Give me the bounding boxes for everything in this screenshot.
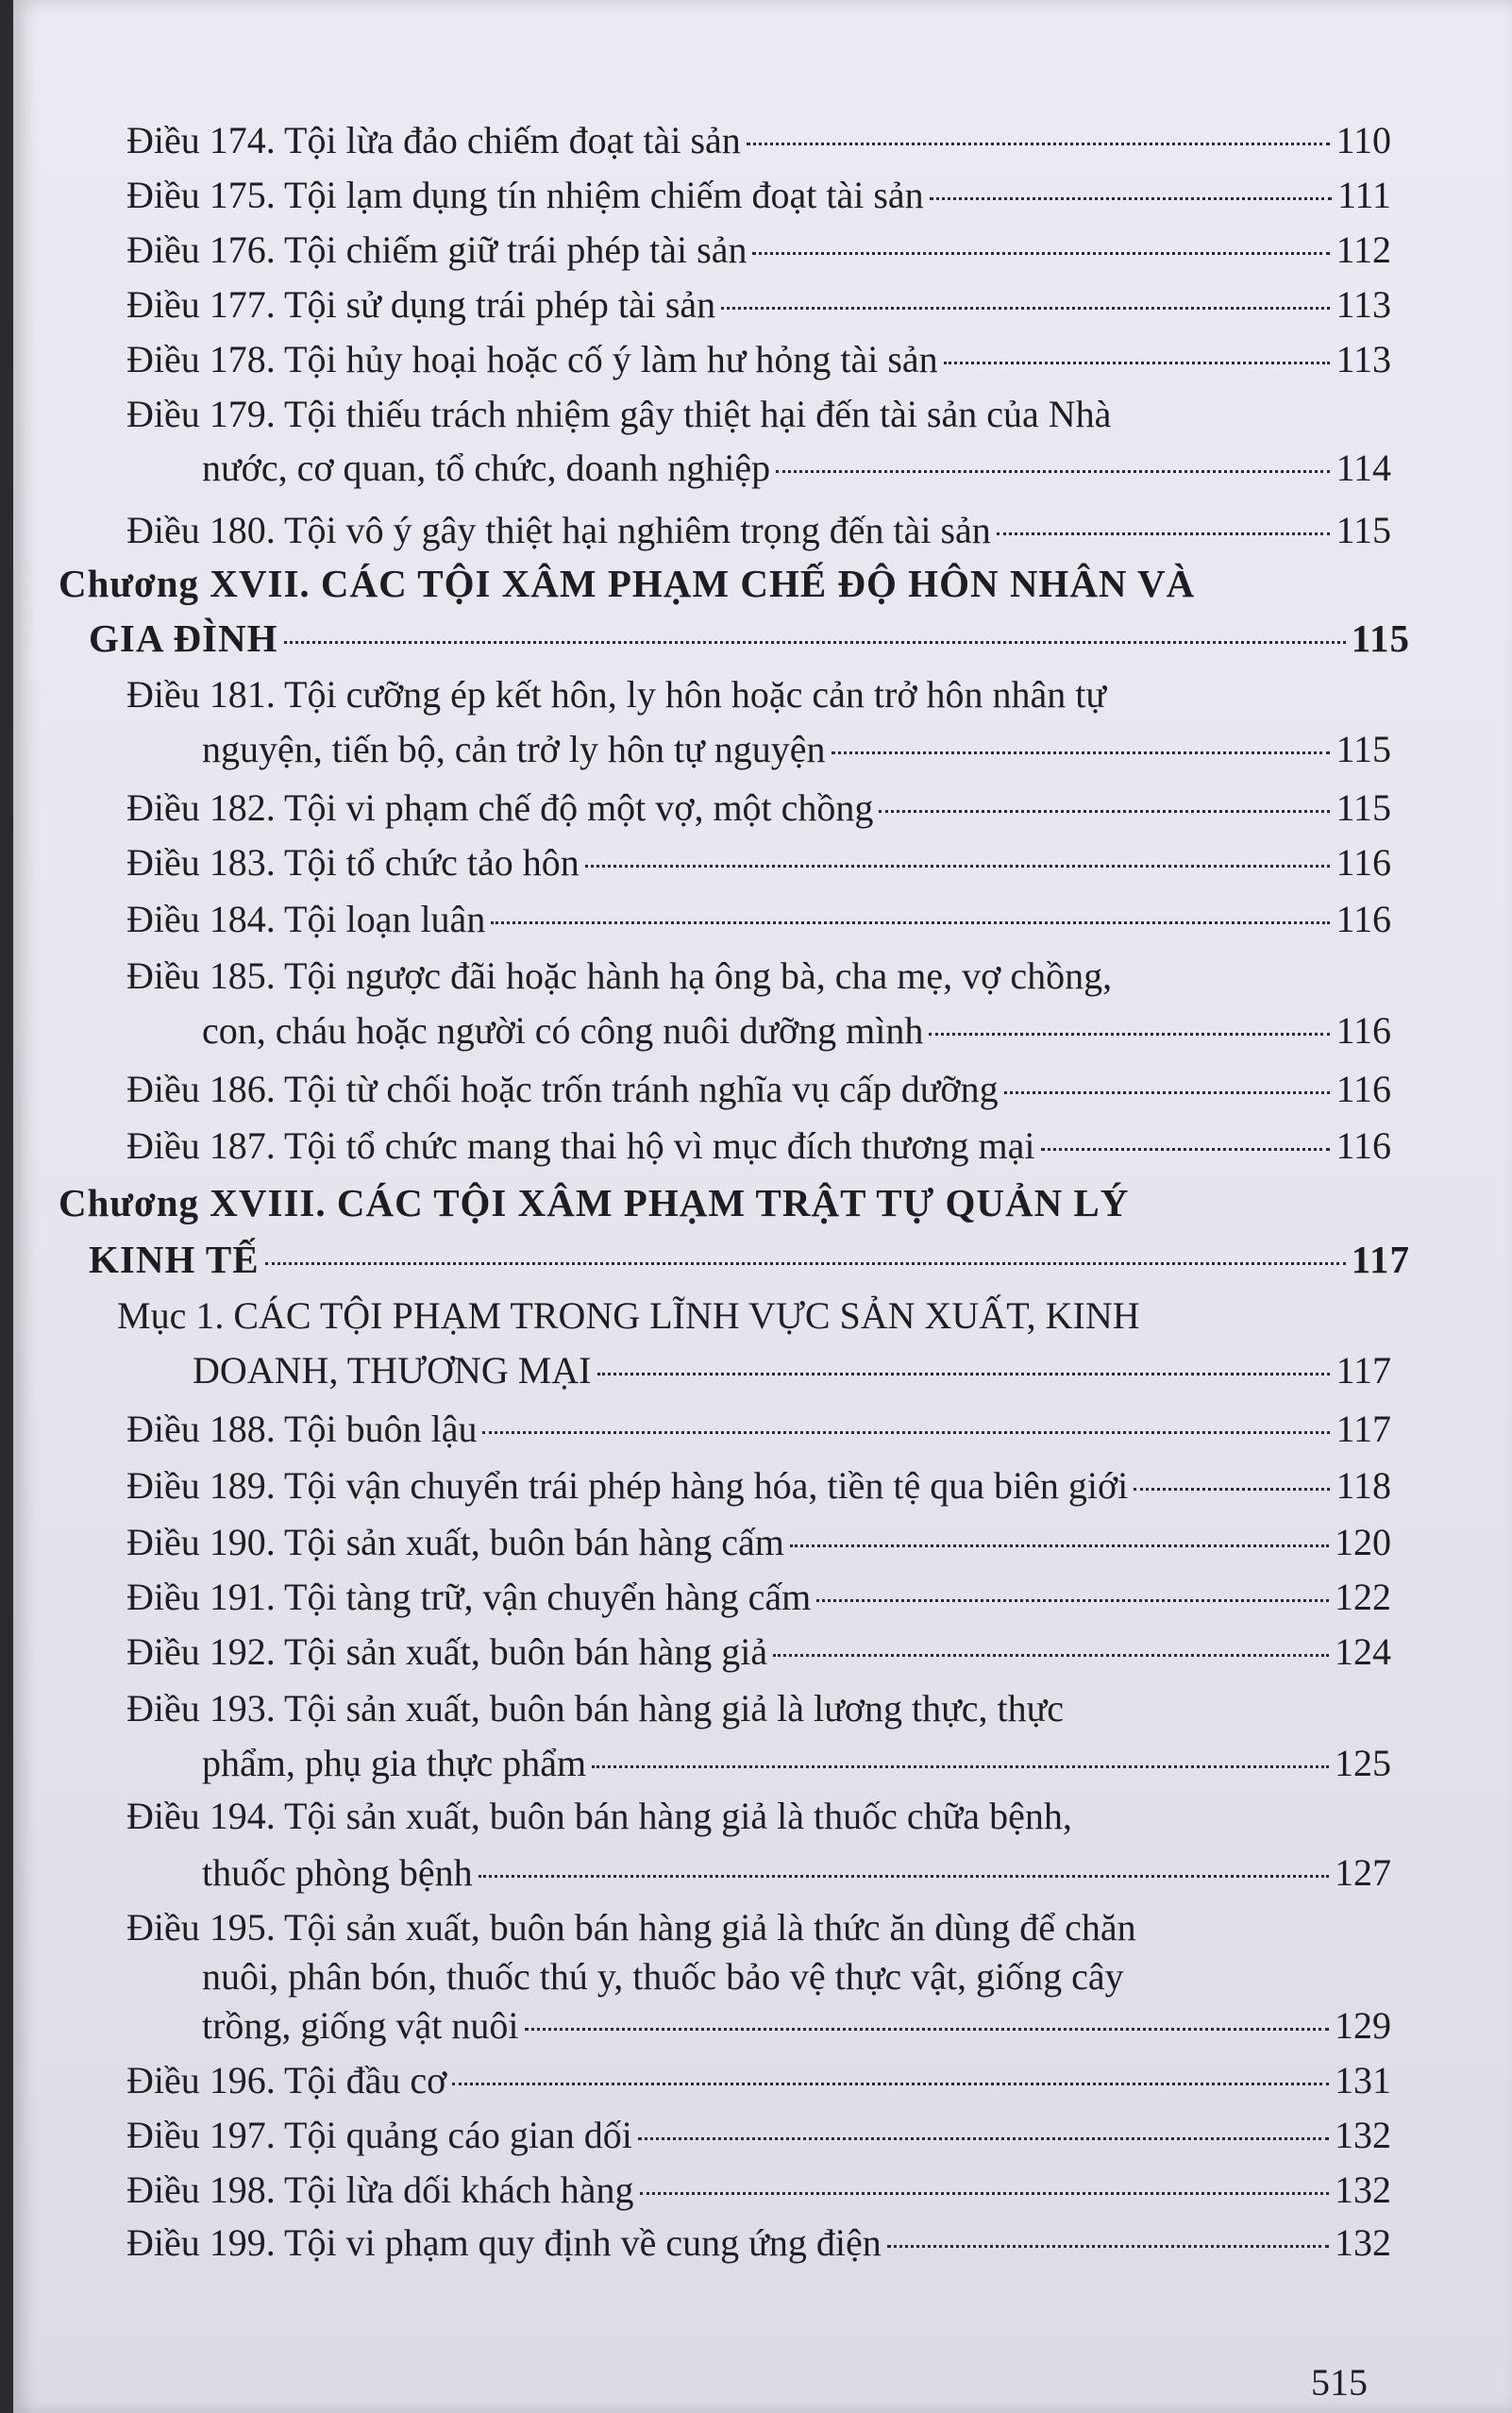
toc-entry-title: Điều 181. Tội cưỡng ép kết hôn, ly hôn hoặc cản trở hôn nhân tự xyxy=(126,673,1107,716)
toc-cont-line xyxy=(202,2003,1391,2049)
toc-entry-title: Chương XVIII. CÁC TỘI XÂM PHẠM TRẬT TỰ QUẢN LÝ xyxy=(59,1181,1130,1224)
toc-entry-title: trồng, giống vật nuôi xyxy=(202,2004,519,2047)
toc-entry-line xyxy=(126,2113,1391,2158)
dot-leader xyxy=(482,1431,1330,1434)
toc-entry-title: Điều 193. Tội sản xuất, buôn bán hàng giả là lương thực, thực xyxy=(126,1687,1065,1730)
toc-entry-title: nguyện, tiến bộ, cản trở ly hôn tự nguyện xyxy=(202,728,826,770)
toc-entry-title: Mục 1. CÁC TỘI PHẠM TRONG LĨNH VỰC SẢN XUẤT, KINH xyxy=(117,1294,1140,1337)
toc-page-ref: 113 xyxy=(1336,338,1391,380)
toc-entry-title: Chương XVII. CÁC TỘI XÂM PHẠM CHẾ ĐỘ HÔN NHÂN VÀ xyxy=(59,562,1196,605)
toc-entry-line xyxy=(126,282,1391,328)
toc-page-ref: 122 xyxy=(1335,1576,1391,1618)
dot-leader xyxy=(816,1599,1329,1602)
dot-leader xyxy=(452,2083,1329,2085)
toc-entry-title: Điều 179. Tội thiếu trách nhiệm gây thiệt hại đến tài sản của Nhà xyxy=(126,393,1112,435)
toc-page-ref: 116 xyxy=(1336,1068,1391,1110)
toc-entry-line xyxy=(126,1794,1391,1839)
toc-page-ref: 127 xyxy=(1335,1851,1391,1894)
toc-entry-line xyxy=(126,1905,1391,1950)
toc-entry-title: Điều 184. Tội loạn luân xyxy=(126,898,486,940)
toc-entry-line xyxy=(126,897,1391,942)
toc-entry-line xyxy=(126,1123,1391,1169)
toc-page-ref: 115 xyxy=(1336,728,1391,770)
toc-page-ref: 124 xyxy=(1335,1630,1391,1673)
toc-entry-title: Điều 180. Tội vô ý gây thiệt hại nghiêm trọng đến tài sản xyxy=(126,509,991,551)
toc-page-ref: 132 xyxy=(1335,2168,1391,2211)
toc-entry-title: Điều 196. Tội đầu cơ xyxy=(126,2059,447,2101)
toc-section-cont-line xyxy=(193,1348,1391,1393)
dot-leader xyxy=(1041,1148,1331,1151)
dot-leader xyxy=(265,1262,1346,1265)
toc-entry-title: DOANH, THƯƠNG MẠI xyxy=(193,1349,592,1392)
dot-leader xyxy=(1134,1488,1330,1491)
toc-entry-line xyxy=(126,508,1391,553)
toc-page-ref: 113 xyxy=(1336,283,1391,326)
toc-page-ref: 132 xyxy=(1335,2114,1391,2156)
toc-entry-title: Điều 190. Tội sản xuất, buôn bán hàng cấm xyxy=(126,1521,784,1563)
toc-chapter-cont-line xyxy=(89,616,1410,661)
toc-entry-line xyxy=(126,953,1391,999)
toc-page-ref: 131 xyxy=(1335,2059,1391,2101)
toc-page-ref: 129 xyxy=(1335,2004,1391,2047)
dot-leader xyxy=(592,1765,1329,1768)
dot-leader xyxy=(479,1875,1329,1878)
toc-cont-line xyxy=(202,1850,1391,1896)
dot-leader xyxy=(832,751,1331,754)
toc-page-ref: 125 xyxy=(1335,1742,1391,1784)
toc-page-ref: 116 xyxy=(1336,841,1391,884)
toc-page-ref: 117 xyxy=(1336,1349,1391,1392)
dot-leader xyxy=(585,865,1331,868)
toc-entry-title: Điều 185. Tội ngược đãi hoặc hành hạ ông bà, cha mẹ, vợ chồng, xyxy=(126,954,1113,997)
toc-page-ref: 116 xyxy=(1336,1009,1391,1052)
toc-entry-line xyxy=(126,840,1391,886)
toc-entry-title: Điều 198. Tội lừa dối khách hàng xyxy=(126,2168,634,2211)
toc-entry-line xyxy=(126,785,1391,831)
toc-entry-line xyxy=(126,392,1391,437)
toc-page-ref: 120 xyxy=(1335,1521,1391,1563)
toc-entry-title: Điều 191. Tội tàng trữ, vận chuyển hàng cấm xyxy=(126,1576,812,1618)
dot-leader xyxy=(929,1033,1330,1036)
toc-page-ref: 116 xyxy=(1336,1124,1391,1167)
toc-page-ref: 112 xyxy=(1336,228,1391,271)
toc-entry-line xyxy=(126,1686,1391,1731)
toc-chapter-line xyxy=(59,561,1410,606)
toc-entry-title: nuôi, phân bón, thuốc thú y, thuốc bảo vệ thực vật, giống cây xyxy=(202,1955,1124,1998)
toc-page-ref: 115 xyxy=(1336,509,1391,551)
dot-leader xyxy=(638,2137,1329,2140)
toc-entry-title: Điều 176. Tội chiếm giữ trái phép tài sản xyxy=(126,228,748,271)
dot-leader xyxy=(597,1373,1331,1375)
dot-leader xyxy=(721,307,1330,310)
toc-entry-title: nước, cơ quan, tổ chức, doanh nghiệp xyxy=(202,447,771,489)
toc-entry-line xyxy=(126,1463,1391,1509)
dot-leader xyxy=(1004,1091,1331,1094)
toc-entry-title: Điều 199. Tội vi phạm quy định về cung ứng điện xyxy=(126,2221,882,2264)
toc-page-ref: 114 xyxy=(1336,447,1391,489)
dot-leader xyxy=(879,810,1330,813)
toc-cont-line xyxy=(202,1008,1391,1054)
toc-entry-line xyxy=(126,118,1391,163)
toc-page-ref: 118 xyxy=(1336,1464,1391,1507)
toc-entry-title: Điều 192. Tội sản xuất, buôn bán hàng giả xyxy=(126,1630,768,1673)
toc-entry-title: Điều 175. Tội lạm dụng tín nhiệm chiếm đoạt tài sản xyxy=(126,174,924,216)
toc-entry-title: Điều 183. Tội tổ chức tảo hôn xyxy=(126,841,580,884)
toc-entry-title: Điều 188. Tội buôn lậu xyxy=(126,1408,478,1450)
book-page xyxy=(13,0,1512,2413)
toc-entry-title: Điều 189. Tội vận chuyển trái phép hàng hóa, tiền tệ qua biên giới xyxy=(126,1464,1129,1507)
toc-entry-title: Điều 178. Tội hủy hoại hoặc cố ý làm hư hỏng tài sản xyxy=(126,338,938,380)
dot-leader xyxy=(284,641,1346,644)
toc-entry-title: Điều 182. Tội vi phạm chế độ một vợ, một chồng xyxy=(126,786,874,829)
toc-entry-line xyxy=(126,173,1391,218)
toc-cont-line xyxy=(202,446,1391,491)
toc-entry-line xyxy=(126,1520,1391,1565)
toc-page-ref: 115 xyxy=(1336,786,1391,829)
toc-entry-title: phẩm, phụ gia thực phẩm xyxy=(202,1742,587,1784)
toc-cont-line xyxy=(202,727,1391,772)
toc-cont-line xyxy=(202,1954,1391,2000)
dot-leader xyxy=(887,2245,1329,2248)
toc-page-ref: 117 xyxy=(1336,1408,1391,1450)
dot-leader xyxy=(776,470,1330,473)
toc-entry-line xyxy=(126,1629,1391,1675)
toc-entry-title: GIA ĐÌNH xyxy=(89,616,278,660)
dot-leader xyxy=(790,1544,1329,1547)
toc-entry-line xyxy=(126,2168,1391,2213)
toc-entry-title: Điều 177. Tội sử dụng trái phép tài sản xyxy=(126,283,716,326)
toc-entry-line xyxy=(126,228,1391,273)
toc-entry-title: KINH TẾ xyxy=(89,1238,260,1281)
toc-entry-line xyxy=(126,2058,1391,2103)
toc-entry-title: con, cháu hoặc người có công nuôi dưỡng mình xyxy=(202,1009,924,1052)
toc-page-ref: 117 xyxy=(1351,1238,1410,1281)
toc-entry-title: Điều 174. Tội lừa đảo chiếm đoạt tài sản xyxy=(126,119,741,161)
toc-page-ref: 115 xyxy=(1351,616,1410,660)
toc-cont-line xyxy=(202,1741,1391,1786)
page-number: 515 xyxy=(1311,2361,1368,2404)
toc-entry-title: thuốc phòng bệnh xyxy=(202,1851,473,1894)
dot-leader xyxy=(525,2028,1329,2031)
toc-page-ref: 111 xyxy=(1336,174,1391,216)
toc-section-line xyxy=(117,1293,1325,1339)
toc-page-ref: 116 xyxy=(1336,898,1391,940)
toc-entry-title: Điều 194. Tội sản xuất, buôn bán hàng giả là thuốc chữa bệnh, xyxy=(126,1795,1072,1837)
toc-entry-title: Điều 197. Tội quảng cáo gian dối xyxy=(126,2114,632,2156)
dot-leader xyxy=(944,362,1331,364)
toc-entry-title: Điều 187. Tội tổ chức mang thai hộ vì mục đích thương mại xyxy=(126,1124,1035,1167)
toc-entry-line xyxy=(126,1407,1391,1452)
toc-entry-line xyxy=(126,337,1391,382)
dot-leader xyxy=(747,143,1331,145)
toc-page-ref: 132 xyxy=(1335,2221,1391,2264)
dot-leader xyxy=(997,532,1331,535)
toc-entry-line xyxy=(126,1575,1391,1620)
toc-chapter-cont-line xyxy=(89,1237,1410,1282)
toc-entry-line xyxy=(126,672,1391,717)
toc-entry-title: Điều 195. Tội sản xuất, buôn bán hàng giả là thức ăn dùng để chăn xyxy=(126,1906,1136,1949)
dot-leader xyxy=(752,252,1330,255)
dot-leader xyxy=(930,197,1332,200)
dot-leader xyxy=(491,921,1330,924)
toc-chapter-line xyxy=(59,1180,1410,1225)
toc-entry-line xyxy=(126,2220,1391,2266)
toc-page-ref: 110 xyxy=(1336,119,1391,161)
toc-entry-title: Điều 186. Tội từ chối hoặc trốn tránh nghĩa vụ cấp dưỡng xyxy=(126,1068,999,1110)
dot-leader xyxy=(640,2192,1330,2195)
toc-entry-line xyxy=(126,1067,1391,1112)
dot-leader xyxy=(773,1654,1329,1657)
